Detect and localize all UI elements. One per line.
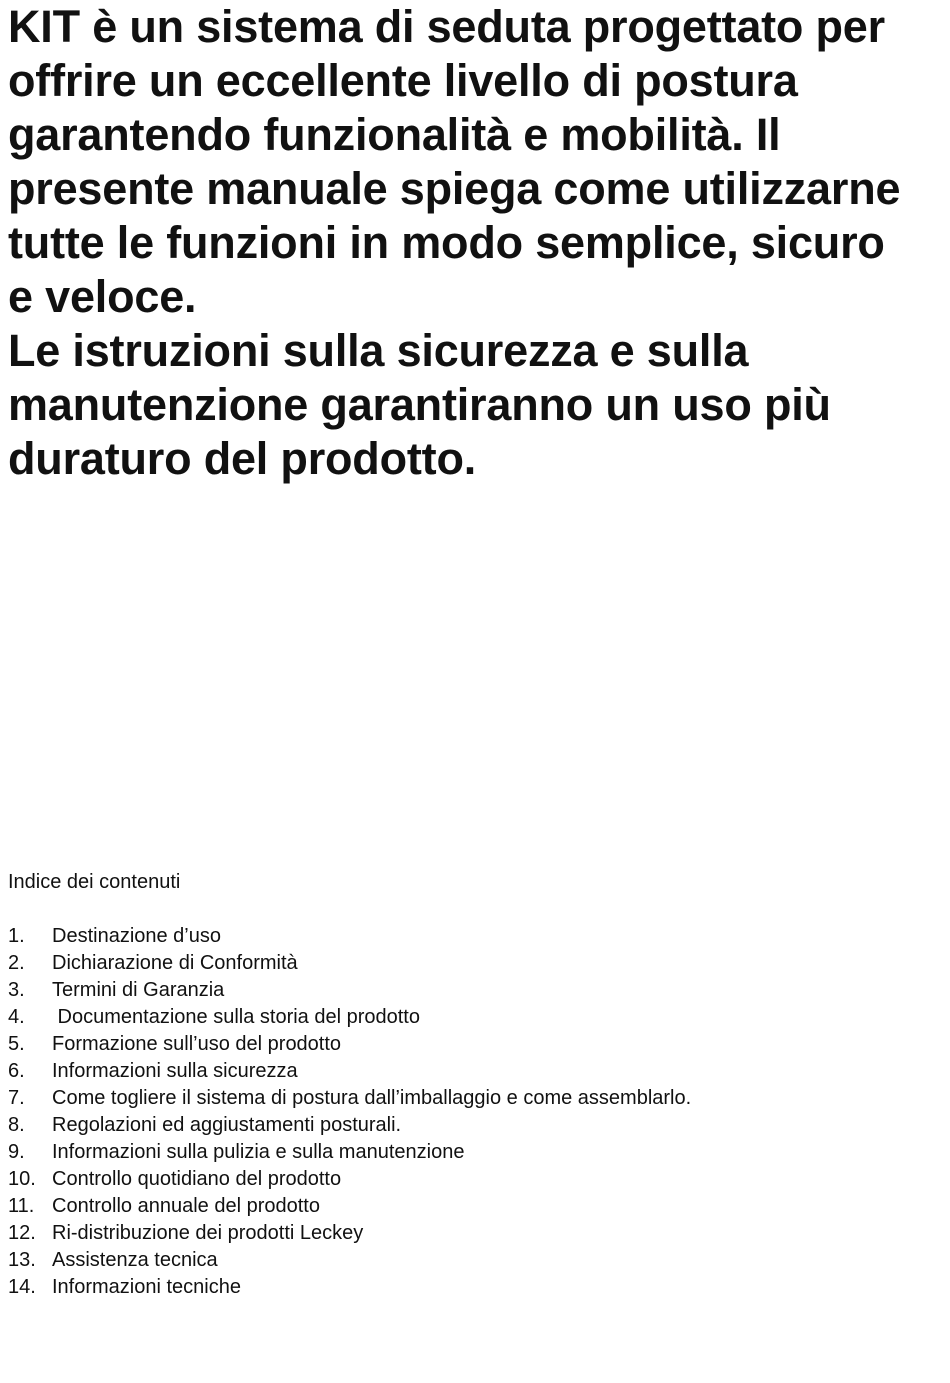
toc-item-number: 10. — [8, 1168, 36, 1190]
toc-title: Indice dei contenuti — [8, 871, 181, 893]
toc-item-label: Destinazione d’uso — [52, 925, 221, 947]
toc-item — [8, 1274, 928, 1301]
toc-item-number: 5. — [8, 1033, 25, 1055]
toc-item-label: Assistenza tecnica — [52, 1249, 218, 1271]
toc-item-number: 2. — [8, 952, 25, 974]
toc-item-label: Informazioni tecniche — [52, 1276, 241, 1298]
toc-item-label: Come togliere il sistema di postura dall’imballaggio e come assemblarlo. — [52, 1087, 692, 1109]
toc-item-label: Controllo annuale del prodotto — [52, 1195, 320, 1217]
toc-item-label: Informazioni sulla sicurezza — [52, 1060, 298, 1082]
toc-item-number: 14. — [8, 1276, 36, 1298]
toc-item-label: Regolazioni ed aggiustamenti posturali. — [52, 1114, 402, 1136]
toc-item-number: 3. — [8, 979, 25, 1001]
toc-item — [8, 1193, 928, 1220]
toc-item-number: 6. — [8, 1060, 25, 1082]
toc-item-number: 8. — [8, 1114, 25, 1136]
toc-item-label: Documentazione sulla storia del prodotto — [52, 1006, 420, 1028]
toc-item-label: Ri-distribuzione dei prodotti Leckey — [52, 1222, 364, 1244]
toc-item — [8, 977, 928, 1004]
toc-item — [8, 1220, 928, 1247]
toc-item-label: Informazioni sulla pulizia e sulla manutenzione — [52, 1141, 465, 1163]
toc-item — [8, 1058, 928, 1085]
toc-item — [8, 923, 928, 950]
toc-item — [8, 1139, 928, 1166]
toc-item — [8, 1031, 928, 1058]
toc-item-number: 11. — [8, 1195, 35, 1217]
toc-item-label: Controllo quotidiano del prodotto — [52, 1168, 342, 1190]
toc-item — [8, 1004, 928, 1031]
table-of-contents — [8, 869, 928, 1301]
toc-item-label: Formazione sull’uso del prodotto — [52, 1033, 342, 1055]
toc-item — [8, 1166, 928, 1193]
toc-item — [8, 1112, 928, 1139]
toc-item-number: 7. — [8, 1087, 25, 1109]
toc-item-number: 12. — [8, 1222, 36, 1244]
toc-item-number: 9. — [8, 1141, 25, 1163]
intro-text — [8, 0, 908, 486]
toc-item-number: 13. — [8, 1249, 36, 1271]
toc-item-number: 1. — [8, 925, 25, 947]
toc-item-label: Termini di Garanzia — [52, 979, 225, 1001]
toc-list — [8, 923, 928, 1301]
intro-paragraph-2: Le istruzioni sulla sicurezza e sulla manutenzione garantiranno un uso più duraturo del prodotto. — [8, 325, 831, 484]
toc-item — [8, 1085, 928, 1112]
toc-item-number: 4. — [8, 1006, 25, 1028]
toc-item — [8, 950, 928, 977]
toc-item-label: Dichiarazione di Conformità — [52, 952, 298, 974]
toc-item — [8, 1247, 928, 1274]
intro-paragraph-1: KIT è un sistema di seduta progettato per offrire un eccellente livello di postura garantendo funzionalità e mobilità. Il presente manuale spiega come utilizzarne tutte le funzioni in modo semplice, sicuro e veloce. — [8, 1, 901, 322]
